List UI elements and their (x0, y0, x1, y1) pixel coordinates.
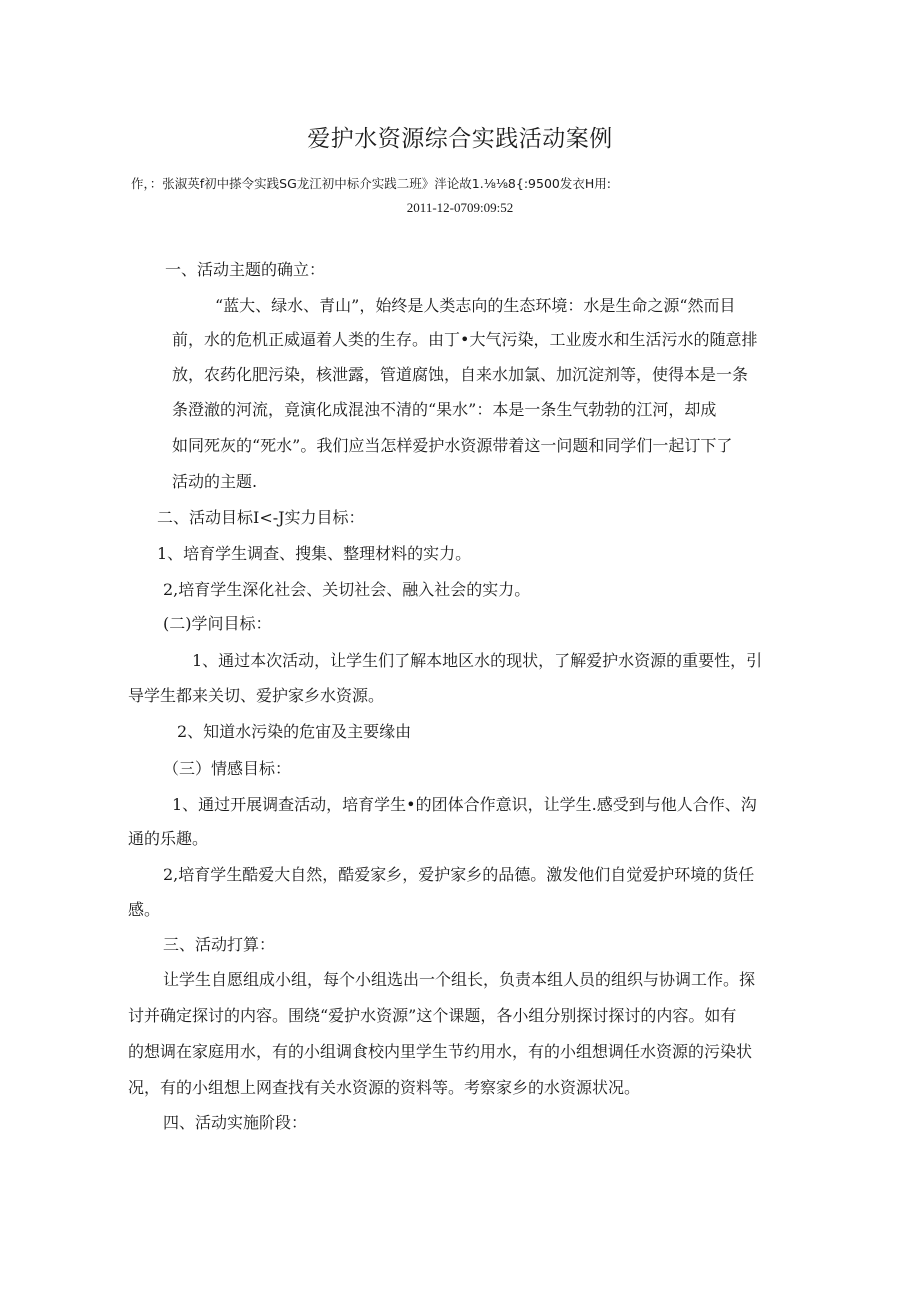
list-item: 1、通过开展调查活动，培育学生•的团体合作意识，让学生.感受到与他人合作、沟 (172, 795, 757, 814)
paragraph-line: 的想调在家庭用水，有的小组调食校内里学生节约用水，有的小组想调任水资源的污染状 (128, 1042, 753, 1061)
list-item-continuation: 通的乐趣。 (128, 829, 209, 848)
list-item: 1、培育学生调查、搜集、整理材料的实力。 (157, 544, 472, 563)
subsection-heading-knowledge: (二)学问目标： (163, 614, 272, 633)
publish-date: 2011-12-0709:09:52 (406, 200, 514, 215)
paragraph-line: 讨并确定探讨的内容。围绕“爱护水资源”这个课题，各小组分别探讨探讨的内容。如有 (128, 1006, 737, 1025)
paragraph-line: 放，农药化肥污染，核泄露，管道腐蚀，自来水加氯、加沉淀剂等，使得本是一条 (172, 365, 749, 384)
section-heading-theme: 一、活动主题的确立： (165, 260, 326, 279)
paragraph-line: 活动的主题. (172, 472, 258, 491)
paragraph-line: 让学生自愿组成小组，每个小组选出一个组长，负责本组人员的组织与协调工作。探 (163, 970, 756, 989)
subsection-heading-emotion: （三）情感目标： (163, 759, 292, 778)
paragraph-line: 前，水的危机正威逼着人类的生存。由丁•大气污染，工业废水和生活污水的随意排 (172, 330, 758, 349)
list-item: 2、知道水污染的危宙及主要缘由 (177, 722, 412, 741)
list-item: 1、通过本次活动，让学生们了解本地区水的现状，了解爱护水资源的重要性，引 (192, 651, 763, 670)
list-item-continuation: 导学生都来关切、爱护家乡水资源。 (128, 686, 385, 705)
paragraph-line: “蓝大、绿水、青山”，始终是人类志向的生态环境：水是生命之源“然而目 (215, 296, 736, 315)
list-item: 2,培育学生酷爱大自然，酷爱家乡，爱护家乡的品德。激发他们自觉爱护环境的货任 (163, 865, 755, 884)
section-heading-goals: 二、活动目标I<-J实力目标： (157, 508, 365, 527)
paragraph-line: 条澄澈的河流，竟演化成混浊不清的“果水”：本是一条生气勃勃的江河，却成 (172, 400, 717, 419)
list-item-continuation: 感。 (128, 900, 161, 919)
author-info: 作，：张淑英f初中搽令实践SG龙江初中标介实践二班》泮论故1.⅛⅛8{:9500发衣H用: (131, 176, 611, 191)
section-heading-plan: 三、活动打算： (163, 935, 276, 954)
paragraph-line: 况，有的小组想上网查找有关水资源的资料等。考察家乡的水资源状况。 (128, 1078, 641, 1097)
document-title: 爱护水资源综合实践活动案例 (307, 126, 613, 152)
section-heading-implementation: 四、活动实施阶段： (163, 1113, 308, 1132)
paragraph-line: 如同死灰的“死水”。我们应当怎样爱护水资源带着这一问题和同学们一起订下了 (172, 436, 733, 455)
list-item: 2,培育学生深化社会、关切社会、融入社会的实力。 (163, 580, 531, 599)
